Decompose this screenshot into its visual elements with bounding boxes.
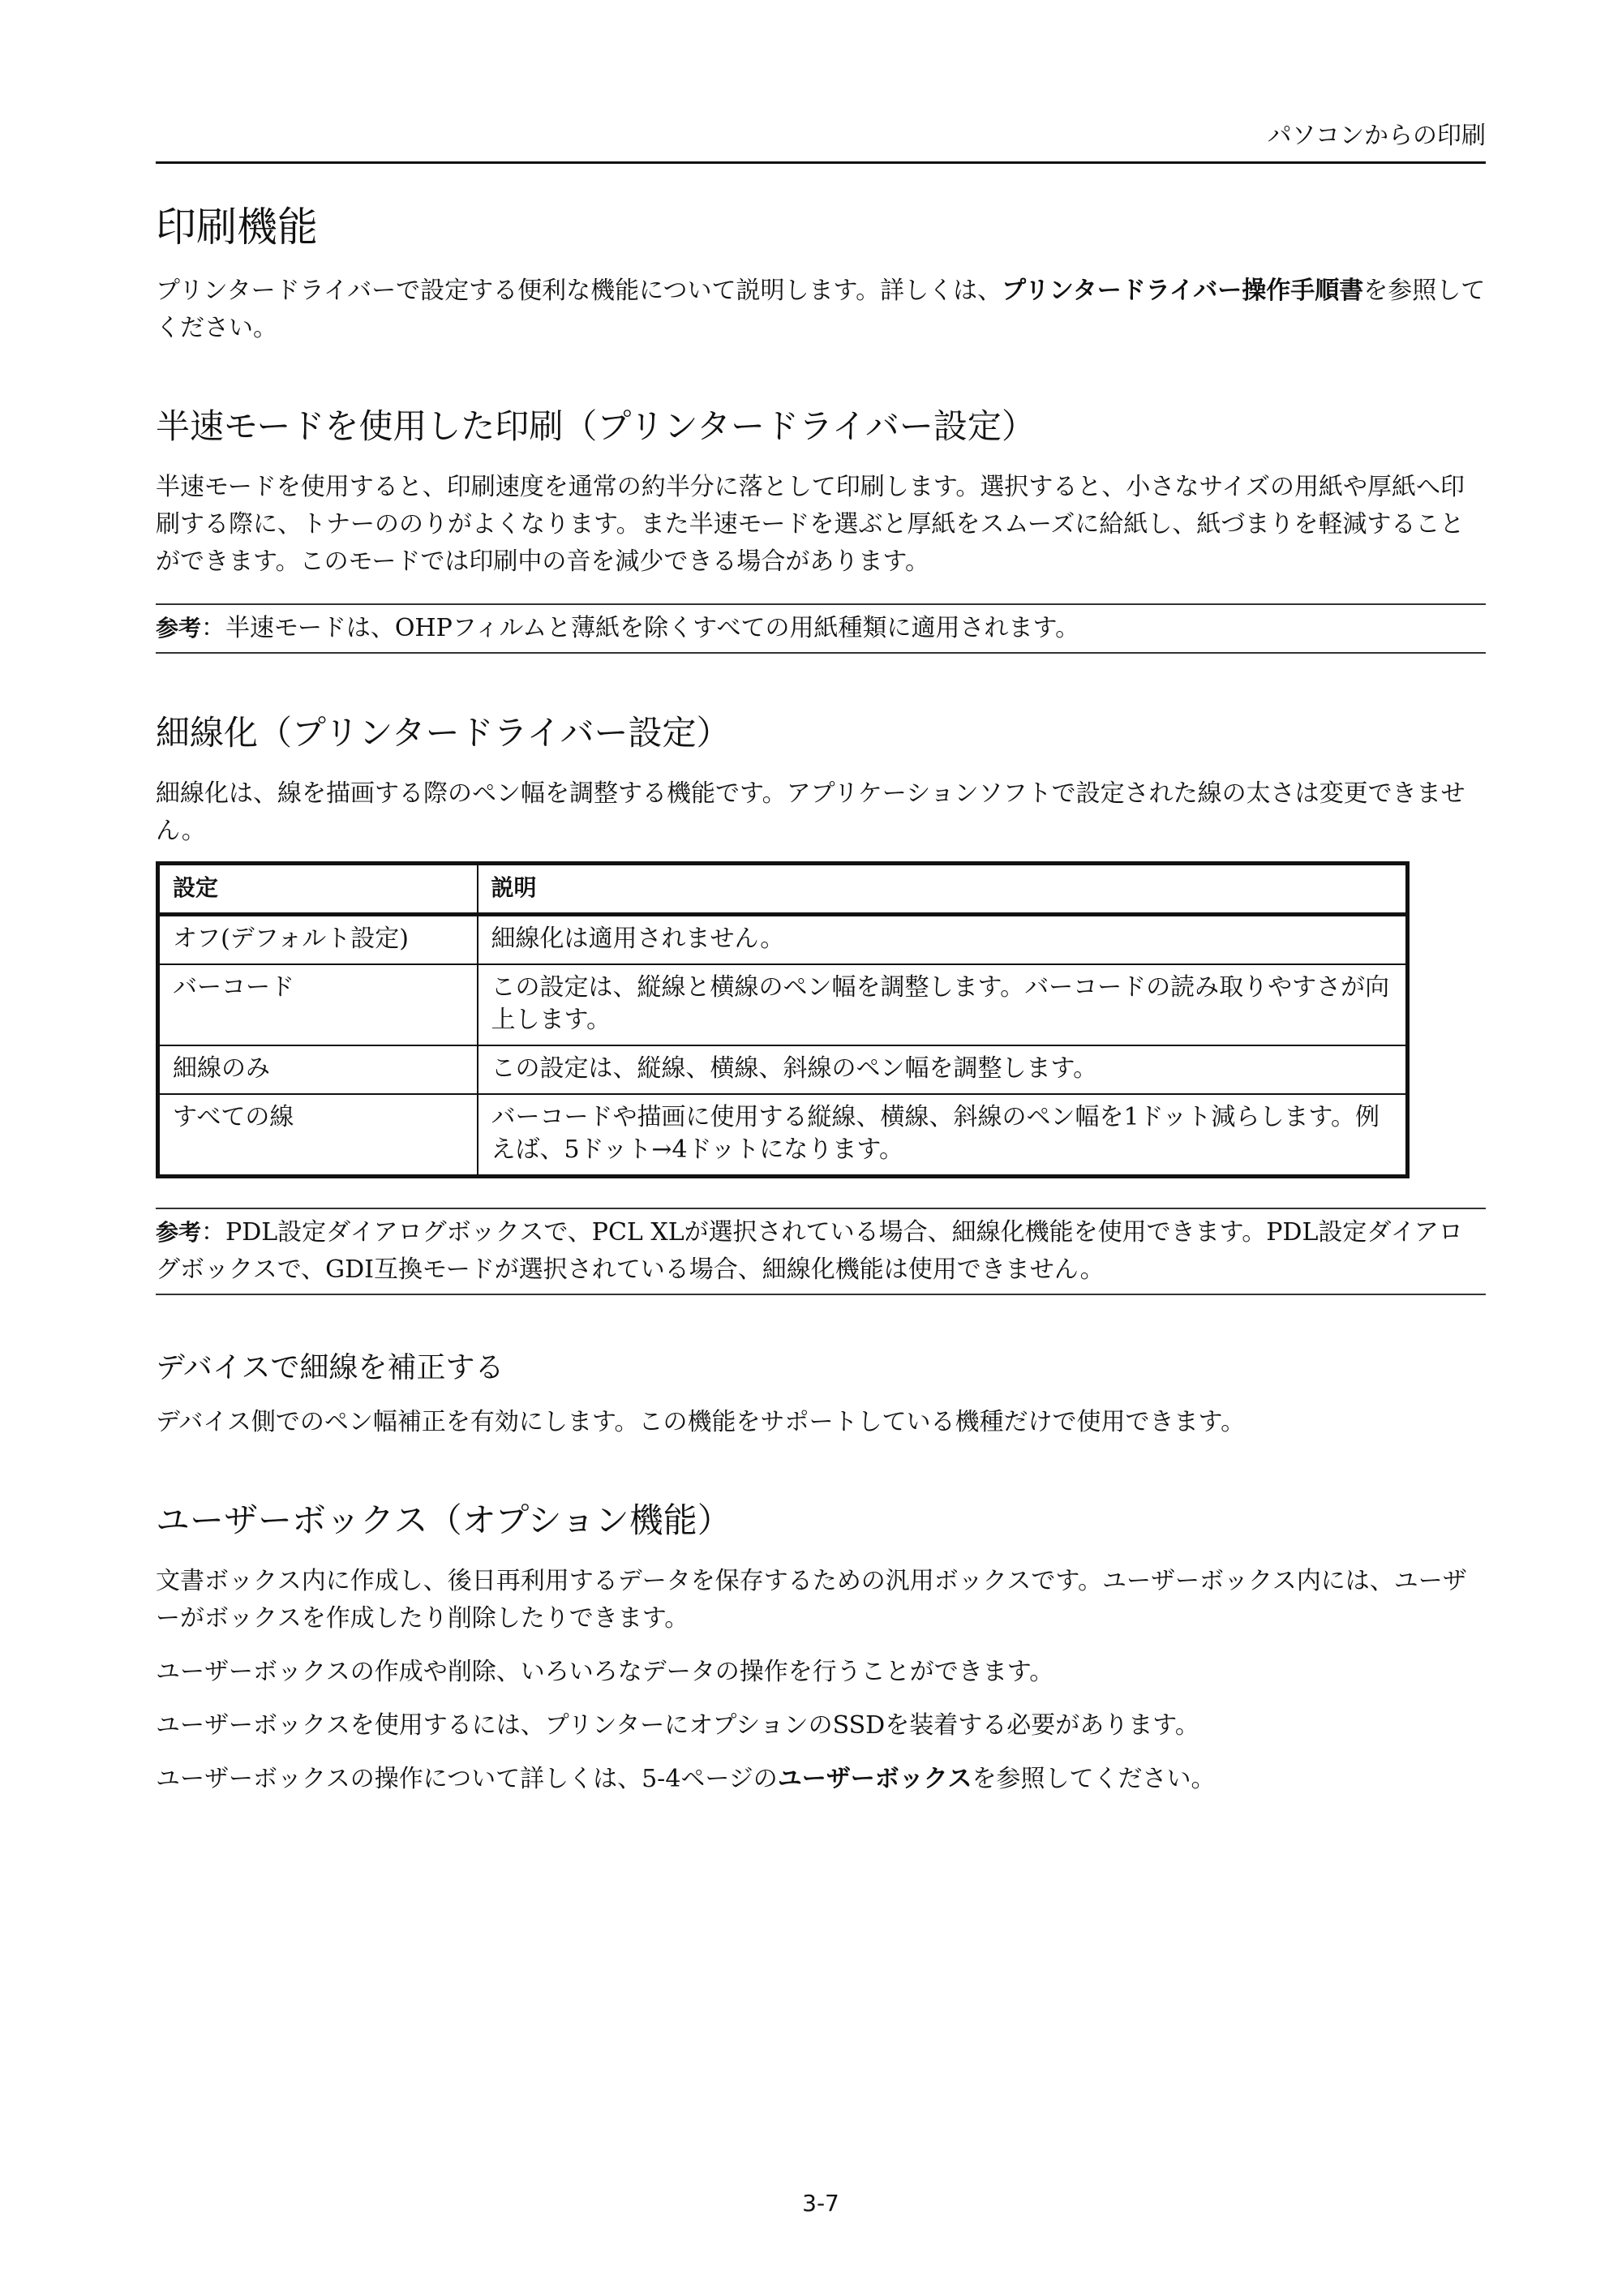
user-box-paragraph-3: ユーザーボックスを使用するには、プリンターにオプションのSSDを装着する必要があります。 — [156, 1711, 1199, 1740]
section-title-half-speed: 半速モードを使用した印刷（プリンタードライバー設定） — [156, 406, 1036, 446]
user-box-text-1: ユーザーボックスの操作について詳しくは、5-4ページの — [156, 1765, 778, 1793]
page-number: 3-7 — [802, 2190, 839, 2217]
setting-cell: 細線のみ — [158, 1045, 478, 1094]
note-text: ：半速モードは、OHPフィルムと薄紙を除くすべての用紙種類に適用されます。 — [201, 614, 1080, 642]
table-row — [158, 915, 1408, 965]
description-cell: 細線化は適用されません。 — [478, 915, 1408, 965]
intro-text-1: プリンタードライバーで設定する便利な機能について説明します。詳しくは、 — [156, 277, 1002, 305]
table-header-row — [158, 864, 1408, 915]
description-cell: この設定は、縦線と横線のペン幅を調整します。バーコードの読み取りやすさが向上します。 — [478, 964, 1408, 1045]
table-row — [158, 1094, 1408, 1177]
content — [156, 201, 1486, 1798]
document-page — [156, 0, 1486, 2296]
user-box-paragraph-2: ユーザーボックスの作成や削除、いろいろなデータの操作を行うことができます。 — [156, 1658, 1054, 1686]
column-header-description: 説明 — [478, 864, 1408, 915]
note-label: 参考 — [156, 615, 202, 642]
header-rule — [156, 161, 1486, 164]
setting-cell: バーコード — [158, 964, 478, 1045]
intro-text-2: を参照してください。 — [156, 277, 1486, 342]
driver-guide-reference: プリンタードライバー操作手順書 — [1002, 277, 1364, 305]
description-cell: バーコードや描画に使用する縦線、横線、斜線のペン幅を1ドット減らします。例えば、5ドット→4ドットになります。 — [478, 1094, 1408, 1177]
half-speed-note — [156, 603, 1486, 654]
column-header-setting: 設定 — [158, 864, 478, 915]
thin-line-paragraph: 細線化は、線を描画する際のペン幅を調整する機能です。アプリケーションソフトで設定された線の太さは変更できません。 — [156, 779, 1465, 845]
user-box-paragraph-4 — [156, 1761, 1486, 1798]
table-row — [158, 1045, 1408, 1094]
note-text: ：PDL設定ダイアログボックスで、PCL XLが選択されている場合、細線化機能を使用できます。PDL設定ダイアログボックスで、GDI互換モードが選択されている場合、細線化機能は使用できません。 — [156, 1218, 1463, 1284]
half-speed-paragraph: 半速モードを使用すると、印刷速度を通常の約半分に落として印刷します。選択すると、小さなサイズの用紙や厚紙へ印刷する際に、トナーののりがよくなります。また半速モードを選ぶと厚紙をスムーズに給紙し、紙づまりを軽減することができます。このモードでは印刷中の音を減少できる場合があります。 — [156, 473, 1465, 576]
setting-cell: すべての線 — [158, 1094, 478, 1177]
thin-line-note — [156, 1208, 1486, 1295]
note-label: 参考 — [156, 1219, 202, 1246]
subsection-title-device-correction: デバイスで細線を補正する — [156, 1351, 504, 1384]
section-title-printing-features: 印刷機能 — [156, 204, 318, 251]
device-correction-paragraph: デバイス側でのペン幅補正を有効にします。この機能をサポートしている機種だけで使用できます。 — [156, 1408, 1246, 1436]
user-box-paragraph-1: 文書ボックス内に作成し、後日再利用するデータを保存するための汎用ボックスです。ユーザーボックス内には、ユーザーがボックスを作成したり削除したりできます。 — [156, 1567, 1467, 1633]
section-title-user-box: ユーザーボックス（オプション機能） — [156, 1500, 732, 1540]
table-row — [158, 964, 1408, 1045]
intro-paragraph — [156, 273, 1486, 347]
description-cell: この設定は、縦線、横線、斜線のペン幅を調整します。 — [478, 1045, 1408, 1094]
user-box-reference: ユーザーボックス — [777, 1765, 972, 1793]
running-header: パソコンからの印刷 — [1267, 122, 1486, 150]
user-box-text-2: を参照してください。 — [972, 1765, 1216, 1793]
setting-cell: オフ(デフォルト設定) — [158, 915, 478, 965]
section-title-thin-line: 細線化（プリンタードライバー設定） — [156, 713, 731, 753]
thin-line-settings-table — [156, 861, 1410, 1178]
